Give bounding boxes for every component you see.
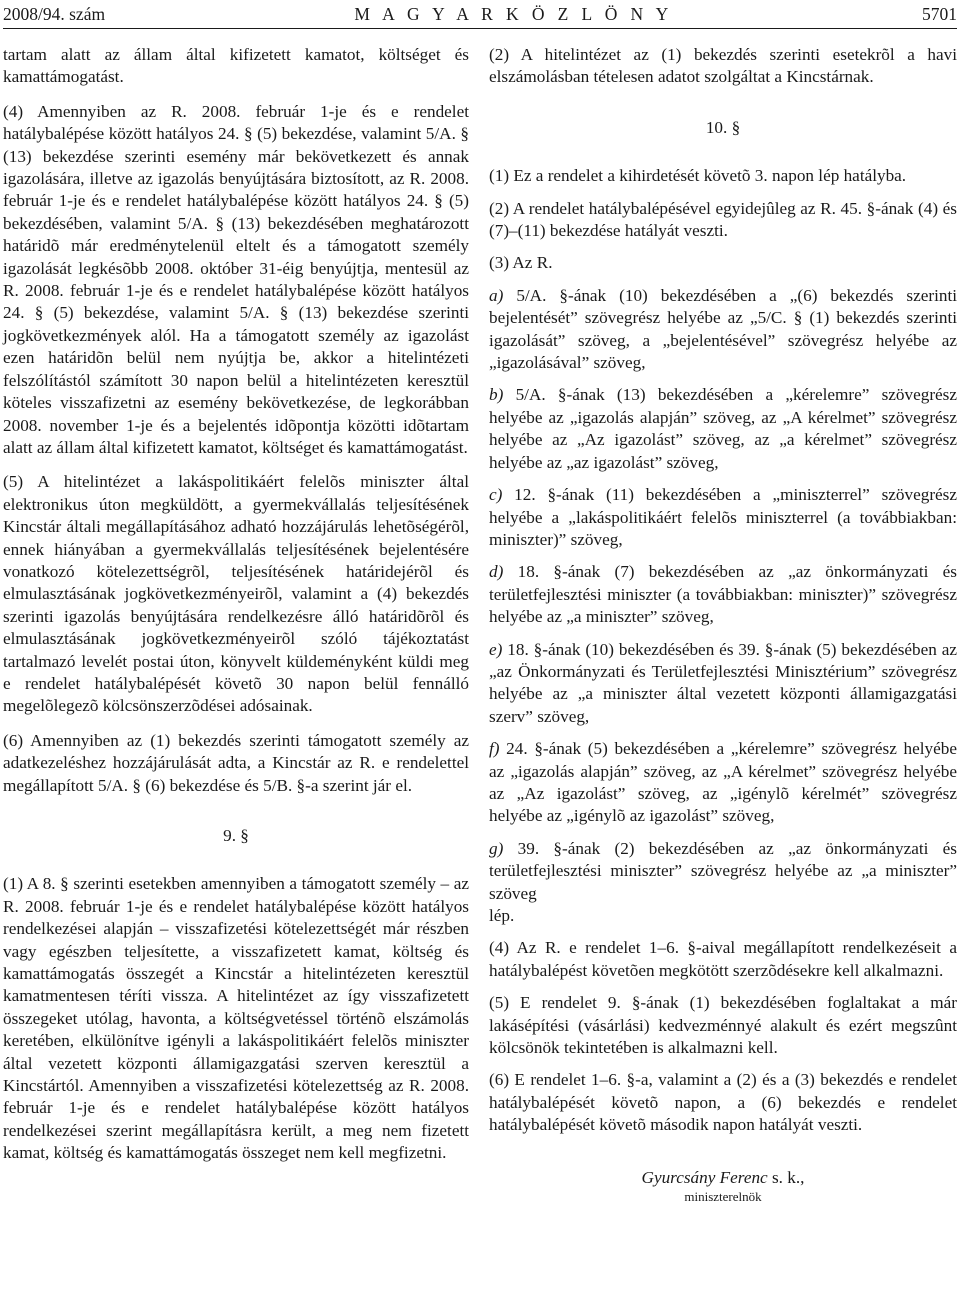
amendment-item-text: 39. §-ának (2) bekezdésében az „az önkormányzati és területfejlesztési miniszter” szövegrész helyébe az „a miniszter” szöveg bbox=[489, 838, 957, 903]
paragraph: (1) A 8. § szerinti esetekben amennyiben a támogatott személy – az R. 2008. február 1-je és e rendelet hatálybalépése között hatályos rendelkezései alapján – visszafizetési kötelezettségét már részben vagy egészben teljesítette, a visszafizetett kamat, költség és kamattámogatás összegét a Kincstár a hitelintézeten keresztül kamatmentesen téríti vissza. A hitelintézet az így visszafizetett összegeket utólag, havonta, a költségvetéssel történõ elszámolás keretében, elkülönítve igényli a lakáspolitikáért felelõs miniszter által vezetett központi államigazgatási szerven keresztül a Kincstártól. Amennyiben a visszafizetési kötelezettség az R. 2008. február 1-je és e rendelet hatálybalépése között hatályos rendelkezései szerint megállapításra került, a meg nem fizetett kamat, költség és kamattámogatás összeget nem kell megfizetni. bbox=[3, 874, 469, 1163]
paragraph: lép. bbox=[489, 906, 515, 925]
paragraph: (5) A hitelintézet a lakáspolitikáért felelõs miniszter által elektronikus úton megküldött, a gyermekvállalás teljesítésének Kincstár általi megállapításához adható hozzájárulás lehetõségérõl, ennek hiányában a gyermekvállalás teljesítésének bejelentésére vonatkozó kötelezettségrõl, teljesítésének határidejérõl és elmulasztásának jogkövetkezményeirõl, valamint a (4) bekezdés szerinti igazolás benyújtására rendelkezésre álló határidõrõl és elmulasztásának jogkövetkezményeirõl szóló tájékoztatást tartalmazó levelét postai úton, könyvelt küldeményként küldi meg e rendelet hatálybalépését követõ 30 napon belül fennálló megelõlegezõ kölcsönszerzõdései adósainak. bbox=[3, 472, 469, 716]
amendment-item-text: 5/A. §-ának (13) bekezdésében a „kérelemre” szövegrész helyébe az „igazolás alapján” szöveg, az „A kérelmet” szövegrész helyébe az „Az igazolást” szöveg, az „a kérelmet” szövegrész helyébe az „az igazolást” szöveg, bbox=[489, 385, 957, 472]
amendment-list bbox=[489, 285, 957, 905]
page-number: 5701 bbox=[921, 3, 957, 24]
paragraph: (5) E rendelet 9. §-ának (1) bekezdésében foglaltakat a már lakásépítési (vásárlási) kedvezménnyé alakult és ezért megszûnt kölcsönök tekintetében is alkalmazni kell. bbox=[489, 993, 957, 1058]
amendment-item-text: 24. §-ának (5) bekezdésében a „kérelemre” szövegrész helyébe az „igazolás alapján” szöveg, az „A kérelmet” szövegrész helyébe az „Az igazolást” szöveg, az „igénylõ kérelmét” szövegrész helyébe az „igénylõ az igazolást” szöveg, bbox=[489, 739, 957, 826]
paragraph: (6) E rendelet 1–6. §-a, valamint a (2) és a (3) bekezdés e rendelet hatálybalépését követõ napon, a (6) bekezdés e rendelet hatálybalépését követõ második napon hatályát veszti. bbox=[489, 1070, 957, 1135]
header-rule bbox=[3, 28, 957, 29]
signatory-role: miniszterelnök bbox=[684, 1189, 762, 1205]
paragraph: (2) A hitelintézet az (1) bekezdés szerinti esetekrõl a havi elszámolásban tételesen adatot szolgáltat a Kincstárnak. bbox=[489, 45, 957, 87]
amendment-item bbox=[489, 484, 957, 551]
amendment-item bbox=[489, 561, 957, 628]
paragraph: (1) Ez a rendelet a kihirdetését követõ 3. napon lép hatályba. bbox=[489, 166, 907, 186]
amendment-item-label: f) bbox=[489, 739, 500, 759]
section-heading: 10. § bbox=[705, 117, 741, 137]
amendment-item-label: d) bbox=[489, 562, 504, 582]
paragraph: (4) Amennyiben az R. 2008. február 1-je és e rendelet hatálybalépése között hatályos 24. § (5) bekezdése, valamint 5/A. § (13) bekezdése szerinti esemény már bekövetkezett és annak igazolására, illetve az igazolás benyújtására biztosított, az R. 2008. február 1-je és e rendelet hatálybalépése között hatályos 24. § (5) bekezdésében, valamint 5/A. § (13) bekezdésében meghatározott határidõ már eredménytelenül eltelt és a támogatott személy igazolását legkésõbb 2008. október 31-éig benyújtja, mentesül az R. 2008. február 1-je és e rendelet hatálybalépése között hatályos 24. § (5) bekezdése, valamint 5/A. § (13) bekezdése szerinti jogkövetkezmények alól. Ha a támogatott személy az igazolást ezen határidõn belül nem nyújtja be, akkor a hitelintézeti felszólítástól számított 30 napon belül a hitelintézeten keresztül köteles visszafizetni az esemény bekövetkezése, de legkorábban 2008. november 1-je és a bejelentés idõpontja közötti idõtartam alatt az állam által kifizetett kamatot, költséget és kamattámogatást. bbox=[3, 101, 469, 457]
issue-number: 2008/94. szám bbox=[3, 3, 106, 24]
signature-block bbox=[489, 1167, 957, 1205]
paragraph: (6) Amennyiben az (1) bekezdés szerinti támogatott személy az adatkezeléshez hozzájárulását adta, a Kincstár az R. e rendelettel megállapított 5/A. § (6) bekezdése és 5/B. §-a szerint jár el. bbox=[3, 730, 469, 795]
signatory-name: Gyurcsány Ferenc bbox=[641, 1167, 768, 1187]
amendment-item-text: 5/A. §-ának (10) bekezdésében a „(6) bekezdés szerinti bejelentését” szövegrész helyébe az „5/C. § (1) bekezdés szerinti igazolását” szöveg, a „bejelentésével” szövegrész helyébe az „igazolásával” szöveg, bbox=[489, 285, 957, 373]
journal-title: M A G Y A R K Ö Z L Ö N Y bbox=[354, 3, 673, 24]
amendment-item-label: b) bbox=[489, 385, 504, 405]
left-column bbox=[3, 44, 469, 1165]
page-header bbox=[3, 2, 957, 26]
amendment-item-label: e) bbox=[489, 639, 503, 659]
amendment-item bbox=[489, 384, 957, 474]
amendment-item bbox=[489, 285, 957, 375]
amendment-item-text: 18. §-ának (7) bekezdésében az „az önkormányzati és területfejlesztési miniszter (a továbbiakban: miniszter)” szövegrész helyébe az „a miniszter” szöveg, bbox=[489, 562, 957, 627]
signatory-suffix: s. k., bbox=[767, 1167, 805, 1187]
right-column bbox=[489, 44, 957, 1205]
paragraph: (3) Az R. bbox=[489, 253, 553, 273]
paragraph: (4) Az R. e rendelet 1–6. §-aival megállapított rendelkezéseit a hatálybalépést követõen megkötött szerzõdésekre kell alkalmazni. bbox=[489, 938, 957, 980]
paragraph: tartam alatt az állam által kifizetett kamatot, költséget és kamattámogatást. bbox=[3, 45, 469, 87]
amendment-item bbox=[489, 639, 957, 729]
section-heading: 9. § bbox=[223, 826, 249, 845]
amendment-item-text: 18. §-ának (10) bekezdésében és 39. §-ának (5) bekezdésében az „az Önkormányzati és Területfejlesztési Minisztérium” szövegrész helyébe az „a miniszter által vezetett központi államigazgatási szerv” szöveg, bbox=[489, 639, 957, 726]
amendment-item-label: a) bbox=[489, 285, 504, 305]
amendment-item-label: c) bbox=[489, 485, 503, 505]
amendment-item-text: 12. §-ának (11) bekezdésében a „miniszterrel” szövegrész helyébe a „lakáspolitikáért felelõs miniszterrel (a továbbiakban: miniszter)” szöveg, bbox=[489, 485, 957, 549]
amendment-item bbox=[489, 738, 957, 828]
paragraph: (2) A rendelet hatálybalépésével egyidejûleg az R. 45. §-ának (4) és (7)–(11) bekezdése hatályát veszti. bbox=[489, 198, 957, 241]
amendment-item-label: g) bbox=[489, 838, 504, 858]
amendment-item bbox=[489, 838, 957, 905]
